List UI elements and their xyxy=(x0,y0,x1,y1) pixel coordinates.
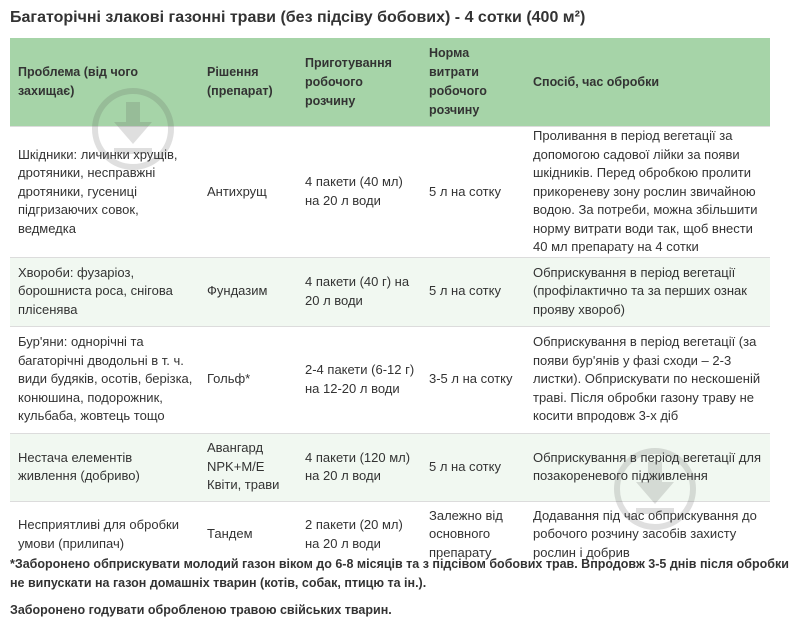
cell-method: Додавання під час обприскування до робочого розчину засобів захисту рослин і добрив xyxy=(533,507,757,560)
table-header-row xyxy=(10,38,770,127)
cell-rate: 5 л на сотку xyxy=(429,183,501,199)
table-row xyxy=(10,257,770,326)
footnote-feeding-warning: Заборонено годувати обробленою травою свійських тварин. xyxy=(10,603,392,617)
cell-problem: Хвороби: фузаріоз, борошниста роса, снігова плісенява xyxy=(18,264,173,317)
header-solution: Рішення (препарат) xyxy=(207,65,273,98)
cell-method: Проливання в період вегетації за допомогою садової лійки за появи шкідників. Перед обробкою пролити прикореневу зону рослин звичайною водою. За потреби, можна збільшити норму витрати води так, щоб внести 40 мл препарату на 4 сотки xyxy=(533,128,758,254)
cell-problem: Нестача елементів живлення (добриво) xyxy=(18,449,140,483)
cell-solution: Фундазим xyxy=(207,283,268,299)
treatment-table xyxy=(10,38,770,568)
cell-preparation: 4 пакети (120 мл) на 20 л води xyxy=(305,449,411,483)
cell-preparation: 4 пакети (40 г) на 20 л води xyxy=(305,274,410,308)
header-rate: Норма витрати робочого розчину xyxy=(429,46,487,117)
cell-problem: Бур'яни: однорічні та багаторічні дводольні в т. ч. види будяків, осотів, берізка, конюшина, подорожник, кульбаба, жовтець тощо xyxy=(18,334,193,424)
cell-solution: Авангард NPK+M/E Квіти, трави xyxy=(207,440,280,493)
cell-rate: Залежно від основного препарату xyxy=(429,507,503,560)
cell-solution: Тандем xyxy=(207,526,253,542)
cell-problem: Несприятливі для обробки умови (прилипач) xyxy=(18,517,179,551)
cell-method: Обприскування в період вегетації (профілактично та за перших ознак прояву хвороб) xyxy=(533,264,747,317)
cell-solution: Антихрущ xyxy=(207,183,267,199)
cell-method: Обприскування в період вегетації для позакореневого підживлення xyxy=(533,449,762,483)
cell-method: Обприскування в період вегетації (за появи бур'янів у фазі сходи – 2-3 листки). Обприскувати по нескошеній траві. Після обробки газону траву не косити впродовж 3-х діб xyxy=(533,334,761,424)
cell-preparation: 2-4 пакети (6-12 г) на 12-20 л води xyxy=(305,362,415,396)
header-problem: Проблема (від чого захищає) xyxy=(18,65,139,98)
cell-preparation: 2 пакети (20 мл) на 20 л води xyxy=(305,517,403,551)
cell-solution: Гольф* xyxy=(207,371,251,387)
cell-preparation: 4 пакети (40 мл) на 20 л води xyxy=(305,174,403,208)
table-row xyxy=(10,127,770,258)
cell-rate: 5 л на сотку xyxy=(429,458,501,474)
cell-rate: 3-5 л на сотку xyxy=(429,371,513,387)
cell-problem: Шкідники: личинки хрущів, дротяники, несправжні дротяники, гусениці підгризаючих совок, ведмедка xyxy=(18,146,178,236)
page-title: Багаторічні злакові газонні трави (без підсіву бобових) - 4 сотки (400 м²) xyxy=(10,9,586,26)
cell-rate: 5 л на сотку xyxy=(429,283,501,299)
header-method: Спосіб, час обробки xyxy=(533,74,660,89)
table-row xyxy=(10,326,770,433)
footnote-warning: *Заборонено обприскувати молодий газон віком до 6-8 місяців та з підсівом бобових трав. Впродовж 3-5 днів після обробки не випускати на газон домашніх тварин (котів, собак, птицю та ін.). xyxy=(10,557,789,590)
header-preparation: Приготування робочого розчину xyxy=(305,55,392,108)
table-row xyxy=(10,433,770,501)
